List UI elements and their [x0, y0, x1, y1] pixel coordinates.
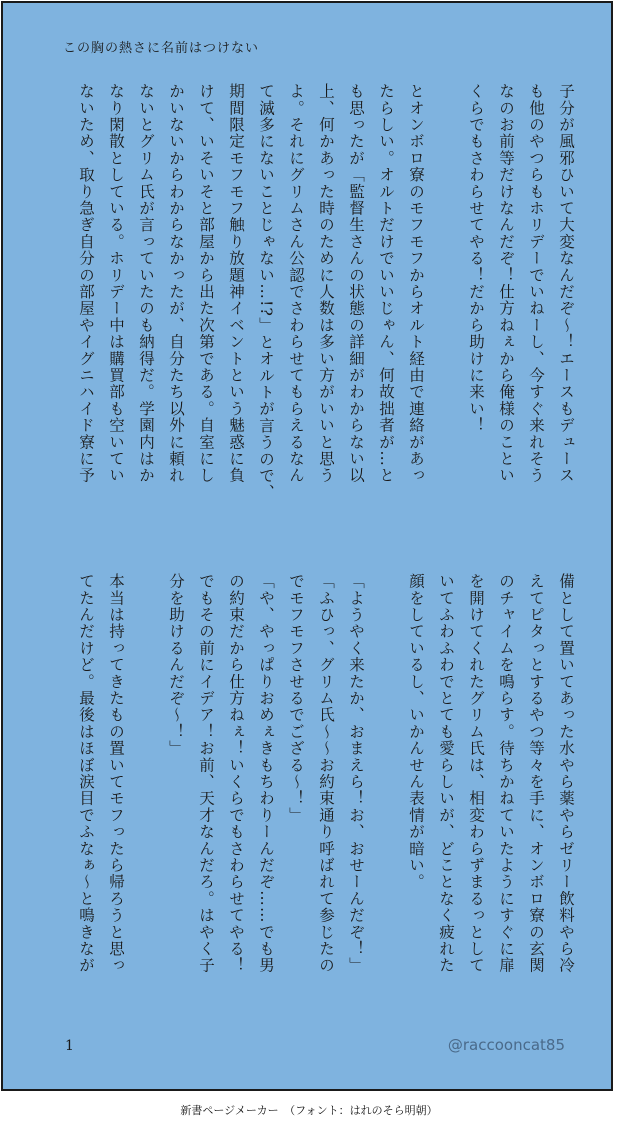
author-handle: @raccooncat85	[447, 1036, 565, 1054]
text-column: くらでもさわらせてやる！だから助けに来い！	[467, 83, 485, 434]
text-column: たらしい。オルトだけでいいじゃん、何故拙者が…と	[377, 83, 395, 484]
text-column: 「や、やっぱりおめぇきもちわりーんだぞ……でも男	[257, 573, 275, 974]
text-column: 「ふひっ、グリム氏～～お約束通り呼ばれて参じたの	[317, 573, 335, 974]
text-column: 顔をしているし、いかんせん表情が暗い。	[407, 573, 425, 891]
text-column: 本当は持ってきたもの置いてモフったら帰ろうと思っ	[107, 573, 125, 974]
text-column: でモフモフさせるでござる～！」	[287, 573, 305, 824]
text-column: なり閑散としている。ホリデー中は購買部も空いてい	[107, 83, 125, 484]
text-column: けて、いそいそと部屋から出た次第である。自室にし	[197, 83, 215, 484]
text-column: 「ようやく来たか、おまえら！お、おせーんだぞ！」	[347, 573, 365, 974]
text-column: 上、何かあった時のために人数は多い方がいいと思う	[317, 83, 335, 484]
text-column: 期間限定モフモフ触り放題神イベントという魅惑に負	[227, 83, 245, 484]
novel-page	[1, 1, 613, 1091]
text-column: 備として置いてあった水やら薬やらゼリー飲料やら冷	[557, 573, 575, 974]
footer-credit: 新書ページメーカー （フォント：はれのそら明朝）	[180, 1104, 438, 1117]
text-column: いてふわふわでとても愛らしいが、どことなく疲れた	[437, 573, 455, 974]
text-column: ないため、取り急ぎ自分の部屋やイグニハイド寮に予	[77, 83, 95, 484]
page-title: この胸の熱さに名前はつけない	[63, 41, 260, 56]
text-column: でもその前にイデア！お前、天才なんだろ。はやく子	[197, 573, 215, 974]
text-column: てたんだけど。最後はほぼ涙目でふなぁ～と鳴きなが	[77, 573, 95, 974]
text-column: のチャイムを鳴らす。待ちかねていたようにすぐに扉	[497, 573, 515, 974]
text-column: えてピタっとするやつ等々を手に、オンボロ寮の玄関	[527, 573, 545, 974]
page-number: 1	[65, 1038, 74, 1054]
text-column: なのお前等だけなんだぞ！仕方ねぇから俺様のことい	[497, 83, 515, 484]
text-column: も思ったが「監督生さんの状態の詳細がわからない以	[347, 83, 365, 484]
text-column-blank	[431, 83, 461, 543]
text-column: よ。それにグリムさん公認でさわらせてもらえるなん	[287, 83, 305, 484]
text-column: の約束だから仕方ねぇ！いくらでもさわらせてやる！	[227, 573, 245, 974]
text-column: て滅多にないことじゃない…!?」とオルトが言うので、	[257, 83, 275, 501]
text-column: とオンボロ寮のモフモフからオルト経由で連絡があっ	[407, 83, 425, 484]
text-column: を開けてくれたグリム氏は、相変わらずまるっとして	[467, 573, 485, 974]
text-column: ないとグリム氏が言っていたのも納得だ。学園内はか	[137, 83, 155, 484]
text-column: かいないからわからなかったが、自分たち以外に頼れ	[167, 83, 185, 484]
text-column-blank	[131, 573, 161, 1013]
text-column: 分を助けるんだぞ～！」	[167, 573, 185, 757]
text-column: も他のやつらもホリデーでいねーし、今すぐ来れそう	[527, 83, 545, 484]
text-column-blank	[371, 573, 401, 1013]
text-block-bottom	[71, 573, 581, 1013]
text-block-top	[71, 83, 581, 543]
text-column: 子分が風邪ひいて大変なんだぞ～！エースもデュース	[557, 83, 575, 484]
